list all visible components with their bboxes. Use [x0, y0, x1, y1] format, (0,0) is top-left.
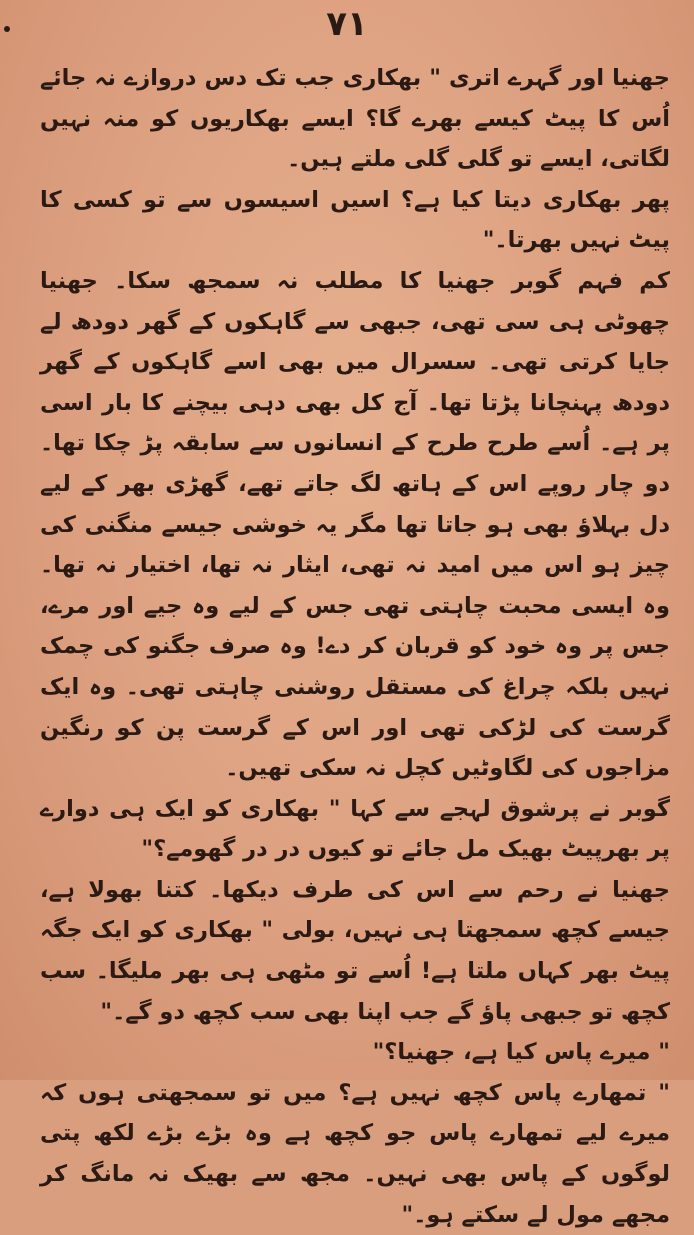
paragraph-4: گوبر نے پرشوق لہجے سے کہا " بھکاری کو ایک ہی دوارے پر بھرپیٹ بھیک مل جائے تو کیوں در در گھومے؟"	[40, 795, 670, 863]
page-number: ۷۱	[326, 4, 368, 44]
paragraph-7: " تمھارے پاس کچھ نہیں ہے؟ میں تو سمجھتی ہوں کہ میرے لیے تمھارے پاس جو کچھ ہے وہ بڑے بڑے لکھ پتی لوگوں کے پاس بھی نہیں۔ مجھ سے بھیک نہ مانگ کر مجھے مول لے سکتے ہو۔"	[40, 1079, 670, 1228]
paragraph-3: کم فہم گوبر جھنیا کا مطلب نہ سمجھ سکا۔ جھنیا چھوٹی ہی سی تھی، جبھی سے گاہکوں کے گھر دودھ لے جایا کرتی تھی۔ سسرال میں بھی اسے گاہکوں کے گھر دودھ پہنچانا پڑتا تھا۔ آج کل بھی دہی بیچنے کا بار اسی پر ہے۔ اُسے طرح طرح کے انسانوں سے سابقہ پڑ چکا تھا۔ دو چار روپے اس کے ہاتھ لگ جاتے تھے، گھڑی بھر کے لیے دل بہلاؤ بھی ہو جاتا تھا مگر یہ خوشی جیسے منگنی کی چیز ہو اس میں امید نہ تھی، ایثار نہ تھا، اختیار نہ تھا۔ وہ ایسی محبت چاہتی تھی جس کے لیے وہ جیے اور مرے، جس پر وہ خود کو قربان کر دے! وہ صرف جگنو کی چمک نہیں بلکہ چراغ کی مستقل روشنی چاہتی تھی۔ وہ ایک گرست کی لڑکی تھی اور اس کے گرست پن کو رنگین مزاجوں کی لگاوٹیں کچل نہ سکی تھیں۔	[40, 267, 670, 782]
paragraph-1: جھنیا اور گہرے اتری " بھکاری جب تک دس دروازے نہ جائے اُس کا پیٹ کیسے بھرے گا؟ ایسے بھکاریوں کو منہ نہیں لگاتی، ایسے تو گلی گلی ملتے ہیں۔	[40, 65, 670, 173]
paragraph-5: جھنیا نے رحم سے اس کی طرف دیکھا۔ کتنا بھولا ہے، جیسے کچھ سمجھتا ہی نہیں، بولی " بھکاری کو ایک جگہ پیٹ بھر کہاں ملتا ہے! اُسے تو مٹھی ہی بھر ملیگا۔ سب کچھ تو جبھی پاؤ گے جب اپنا بھی سب کچھ دو گے۔"	[40, 876, 670, 1025]
body-text	[40, 58, 670, 1235]
paragraph-6: " میرے پاس کیا ہے، جھنیا؟"	[372, 1039, 670, 1066]
paragraph-2: پھر بھکاری دیتا کیا ہے؟ اسیں اسیسوں سے تو کسی کا پیٹ نہیں بھرتا۔"	[40, 186, 670, 254]
